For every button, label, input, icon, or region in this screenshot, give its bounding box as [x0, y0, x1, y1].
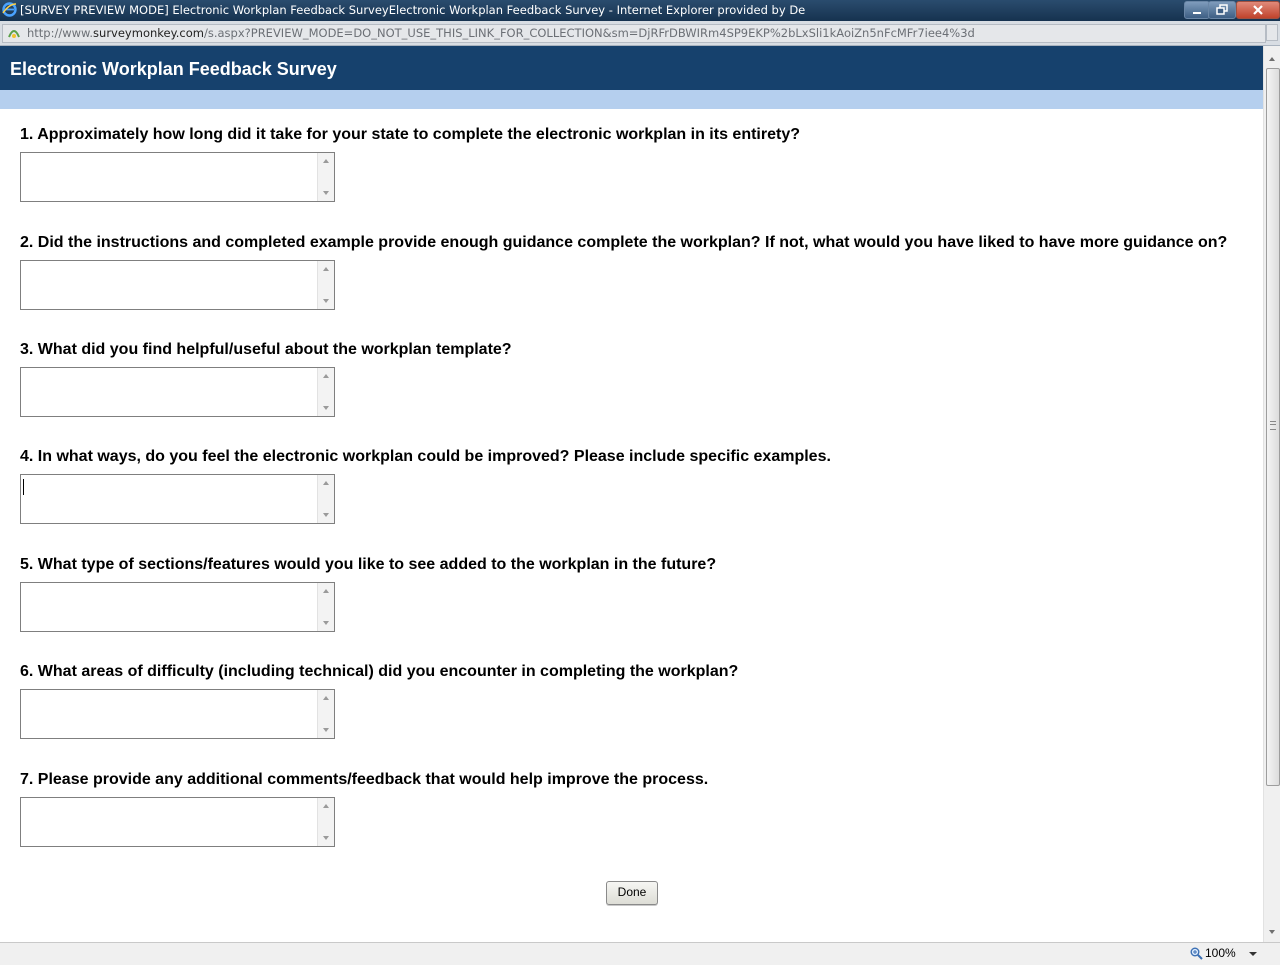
answer-textarea[interactable] [20, 474, 335, 524]
question-label: 1. Approximately how long did it take for your state to complete the electronic workplan in its entirety? [20, 126, 800, 143]
scroll-up-icon [323, 159, 329, 163]
question-label: 7. Please provide any additional comments/feedback that would help improve the process. [20, 771, 709, 788]
answer-textarea[interactable] [20, 260, 335, 310]
scrollbar-thumb[interactable] [1266, 68, 1280, 786]
textarea-scrollbar[interactable] [317, 583, 334, 631]
scroll-up-icon [323, 589, 329, 593]
zoom-icon[interactable] [1190, 947, 1203, 960]
window-title-bar [0, 0, 1280, 21]
url-prefix: http://www. [27, 26, 94, 40]
text-cursor [23, 479, 24, 495]
minimize-button[interactable] [1184, 1, 1210, 19]
question-1 [20, 126, 800, 144]
question-3 [20, 341, 512, 359]
answer-textarea[interactable] [20, 689, 335, 739]
url-domain: surveymonkey.com [93, 26, 204, 40]
survey-title: Electronic Workplan Feedback Survey [10, 59, 337, 79]
grip-icon [1270, 421, 1276, 430]
close-icon [1237, 2, 1279, 18]
scroll-down-icon [323, 191, 329, 195]
page-icon [7, 27, 21, 40]
textarea-scrollbar[interactable] [317, 368, 334, 416]
answer-textarea[interactable] [20, 367, 335, 417]
url-text [27, 25, 975, 42]
scroll-down-icon [323, 728, 329, 732]
scroll-up-icon [323, 481, 329, 485]
question-label: 5. What type of sections/features would you like to see added to the workplan in the future? [20, 556, 717, 573]
answer-textarea[interactable] [20, 152, 335, 202]
textarea-scrollbar[interactable] [317, 261, 334, 309]
page-scrollbar[interactable] [1263, 46, 1280, 942]
answer-textarea[interactable] [20, 582, 335, 632]
textarea-scrollbar[interactable] [317, 690, 334, 738]
scroll-down-icon [323, 836, 329, 840]
question-7 [20, 771, 708, 789]
scroll-up-icon[interactable] [1269, 57, 1275, 61]
scroll-down-icon[interactable] [1269, 930, 1275, 934]
minimize-icon [1185, 2, 1209, 18]
question-6 [20, 663, 738, 681]
survey-header [0, 46, 1263, 90]
textarea-scrollbar[interactable] [317, 475, 334, 523]
zoom-level[interactable]: 100% [1205, 946, 1236, 960]
scroll-up-icon [323, 374, 329, 378]
question-label: 3. What did you find helpful/useful about the workplan template? [20, 341, 512, 358]
scroll-up-icon [323, 696, 329, 700]
scroll-down-icon [323, 299, 329, 303]
scroll-down-icon [323, 513, 329, 517]
question-label: 6. What areas of difficulty (including technical) did you encounter in completing the workplan? [20, 663, 739, 680]
ie-logo-icon [2, 2, 17, 17]
status-bar [0, 942, 1280, 965]
restore-icon [1209, 2, 1235, 18]
header-strip [0, 90, 1263, 109]
url-field[interactable] [2, 24, 1266, 43]
question-2 [20, 234, 1227, 252]
answer-textarea[interactable] [20, 797, 335, 847]
url-path: /s.aspx?PREVIEW_MODE=DO_NOT_USE_THIS_LINK_FOR_COLLECTION&sm=DjRFrDBWIRm4SP9EKP%2bLxSli1kAoiZn5nFcMFr7iee4%3d [203, 26, 975, 40]
scroll-down-icon [323, 406, 329, 410]
done-button[interactable]: Done [606, 881, 658, 905]
close-window-button[interactable] [1236, 1, 1280, 19]
textarea-scrollbar[interactable] [317, 153, 334, 201]
question-4 [20, 448, 831, 466]
scroll-up-icon [323, 804, 329, 808]
question-label: 2. Did the instructions and completed example provide enough guidance complete the workplan? If not, what would you have liked to have more guidance on? [20, 234, 1228, 251]
scroll-down-icon [323, 621, 329, 625]
window-title: [SURVEY PREVIEW MODE] Electronic Workplan Feedback SurveyElectronic Workplan Feedback Survey - Internet Explorer provided by De [20, 3, 806, 17]
zoom-dropdown-icon[interactable] [1249, 952, 1257, 956]
restore-button[interactable] [1208, 1, 1236, 19]
textarea-scrollbar[interactable] [317, 798, 334, 846]
address-bar [0, 21, 1280, 46]
address-bar-edge [1266, 24, 1278, 41]
question-5 [20, 556, 716, 574]
question-label: 4. In what ways, do you feel the electronic workplan could be improved? Please include specific examples. [20, 448, 831, 465]
scroll-up-icon [323, 267, 329, 271]
